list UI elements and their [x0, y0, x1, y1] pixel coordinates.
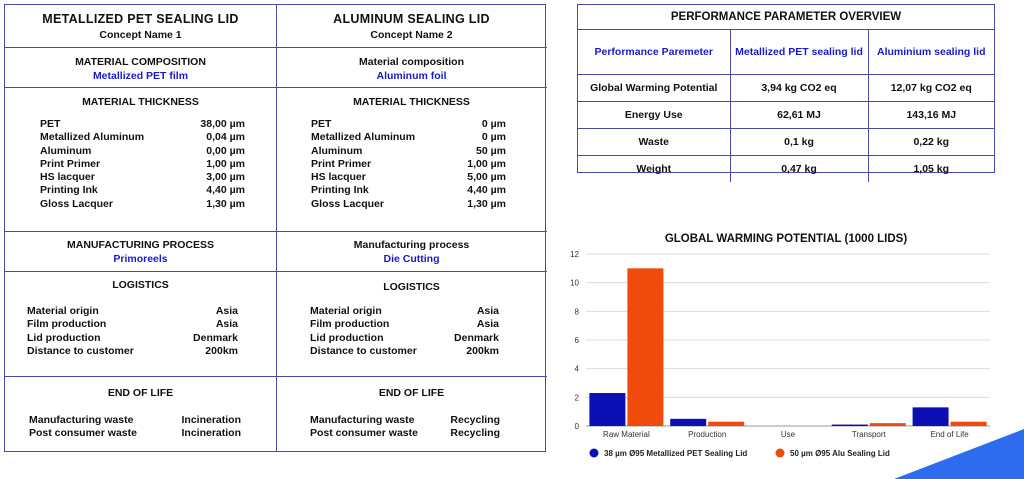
logistics-row: Lid production Denmark: [310, 331, 499, 344]
corner-accent-shape: [894, 429, 1024, 479]
eol-row: Post consumer waste Incineration: [29, 427, 241, 440]
logistics-row: Material origin Asia: [310, 305, 499, 317]
process-section: [5, 232, 276, 272]
performance-row: [578, 129, 994, 156]
concept-header: [276, 5, 547, 48]
performance-grid: [578, 30, 994, 182]
thickness-section: [276, 88, 547, 232]
thickness-list: [311, 118, 506, 211]
concept-column-1: [5, 5, 277, 451]
y-tick-label: 2: [574, 393, 579, 403]
y-tick-label: 12: [570, 250, 579, 259]
parameter-cell: Waste: [578, 129, 730, 156]
thickness-row: HS lacquer 5,00 µm: [311, 171, 506, 184]
y-tick-label: 6: [574, 336, 579, 345]
logistics-heading: LOGISTICS: [383, 281, 440, 293]
composition-heading: MATERIAL COMPOSITION: [75, 56, 206, 68]
legend-marker: [776, 449, 785, 458]
thickness-row: Gloss Lacquer 1,30 µm: [40, 197, 245, 210]
value-cell: 0,1 kg: [730, 129, 868, 156]
bar: [670, 419, 706, 426]
x-tick-label: Production: [688, 430, 727, 439]
value-cell: 12,07 kg CO2 eq: [868, 75, 994, 102]
concept-column-2: [276, 5, 547, 451]
thickness-row: Aluminum 50 µm: [311, 144, 506, 157]
bar: [870, 423, 906, 426]
bar: [832, 425, 868, 426]
legend-label: 38 µm Ø95 Metallized PET Sealing Lid: [604, 449, 748, 458]
thickness-row: Metallized Aluminum 0 µm: [311, 131, 506, 144]
bar: [627, 268, 663, 426]
legend-marker: [590, 449, 599, 458]
bar: [589, 393, 625, 426]
thickness-heading: MATERIAL THICKNESS: [82, 96, 199, 108]
composition-heading: Material composition: [358, 56, 464, 68]
legend-label: 50 µm Ø95 Alu Sealing Lid: [790, 449, 890, 458]
eol-section: [276, 377, 547, 453]
concept-header: [5, 5, 276, 48]
process-section: [276, 232, 547, 272]
composition-section: [276, 48, 547, 88]
eol-row: Manufacturing waste Incineration: [29, 414, 241, 426]
thickness-row: Printing Ink 4,40 µm: [40, 184, 245, 197]
y-tick-label: 8: [574, 307, 579, 317]
thickness-row: Print Primer 1,00 µm: [311, 157, 506, 170]
thickness-row: PET 0 µm: [311, 118, 506, 130]
process-value: Primoreels: [113, 253, 168, 265]
concept-title: ALUMINUM SEALING LID: [333, 12, 490, 26]
concept-comparison-table: [4, 4, 546, 452]
value-cell: 143,16 MJ: [868, 102, 994, 129]
thickness-list: [40, 118, 245, 211]
value-cell: 0,47 kg: [730, 156, 868, 183]
performance-header-row: [578, 30, 994, 75]
thickness-section: [5, 88, 276, 232]
thickness-row: Gloss Lacquer 1,30 µm: [311, 197, 506, 210]
eol-row: Post consumer waste Recycling: [310, 427, 500, 440]
header-cell: Performance Paremeter: [578, 30, 730, 75]
process-heading: Manufacturing process: [353, 239, 470, 251]
concept-subtitle: Concept Name 1: [99, 29, 182, 41]
bar: [913, 407, 949, 426]
thickness-row: Print Primer 1,00 µm: [40, 157, 245, 170]
process-heading: MANUFACTURING PROCESS: [66, 239, 214, 251]
performance-row: [578, 156, 994, 183]
eol-section: [5, 377, 276, 453]
x-tick-label: Raw Material: [603, 430, 650, 439]
value-cell: 1,05 kg: [868, 156, 994, 183]
thickness-row: HS lacquer 3,00 µm: [40, 171, 245, 184]
logistics-list: [27, 305, 238, 358]
composition-value: Metallized PET film: [92, 70, 189, 82]
composition-section: [5, 48, 276, 88]
bar: [951, 422, 987, 426]
logistics-row: Material origin Asia: [27, 305, 238, 317]
parameter-cell: Energy Use: [578, 102, 730, 129]
parameter-cell: Weight: [578, 156, 730, 183]
x-tick-label: Transport: [851, 430, 886, 439]
value-cell: 3,94 kg CO2 eq: [730, 75, 868, 102]
process-value: Die Cutting: [383, 253, 440, 265]
y-tick-label: 0: [574, 422, 579, 431]
eol-list: [310, 414, 500, 441]
x-tick-label: End of Life: [930, 430, 969, 439]
eol-heading: END OF LIFE: [107, 387, 174, 399]
thickness-heading: MATERIAL THICKNESS: [353, 96, 470, 108]
y-tick-label: 4: [574, 364, 579, 374]
eol-list: [29, 414, 241, 441]
thickness-row: PET 38,00 µm: [40, 118, 245, 130]
header-cell: Aluminium sealing lid: [876, 46, 986, 58]
logistics-row: Distance to customer 200km: [27, 344, 238, 357]
logistics-section: [5, 272, 276, 377]
chart-title: GLOBAL WARMING POTENTIAL (1000 LIDS): [664, 233, 908, 245]
y-tick-label: 10: [570, 278, 579, 288]
logistics-row: Film production Asia: [27, 318, 238, 331]
value-cell: 0,22 kg: [868, 129, 994, 156]
eol-row: Manufacturing waste Recycling: [310, 414, 500, 426]
logistics-section: [276, 272, 547, 377]
thickness-row: Metallized Aluminum 0,04 µm: [40, 131, 245, 144]
x-tick-label: Use: [780, 430, 796, 439]
eol-heading: END OF LIFE: [378, 387, 445, 399]
thickness-row: Aluminum 0,00 µm: [40, 144, 245, 157]
performance-table: [577, 4, 995, 173]
concept-subtitle: Concept Name 2: [370, 29, 453, 41]
concept-title: METALLIZED PET SEALING LID: [42, 12, 239, 26]
bar: [708, 422, 744, 426]
parameter-cell: Global Warming Potential: [578, 75, 730, 102]
thickness-row: Printing Ink 4,40 µm: [311, 184, 506, 197]
logistics-row: Distance to customer 200km: [310, 344, 499, 357]
performance-row: [578, 75, 994, 102]
logistics-row: Film production Asia: [310, 318, 499, 331]
logistics-heading: LOGISTICS: [112, 279, 169, 291]
logistics-row: Lid production Denmark: [27, 331, 238, 344]
value-cell: 62,61 MJ: [730, 102, 868, 129]
composition-value: Aluminum foil: [376, 70, 447, 82]
header-cell: Metallized PET sealing lid: [730, 30, 868, 75]
logistics-list: [310, 305, 499, 358]
performance-row: [578, 102, 994, 129]
performance-title: PERFORMANCE PARAMETER OVERVIEW: [578, 5, 994, 30]
